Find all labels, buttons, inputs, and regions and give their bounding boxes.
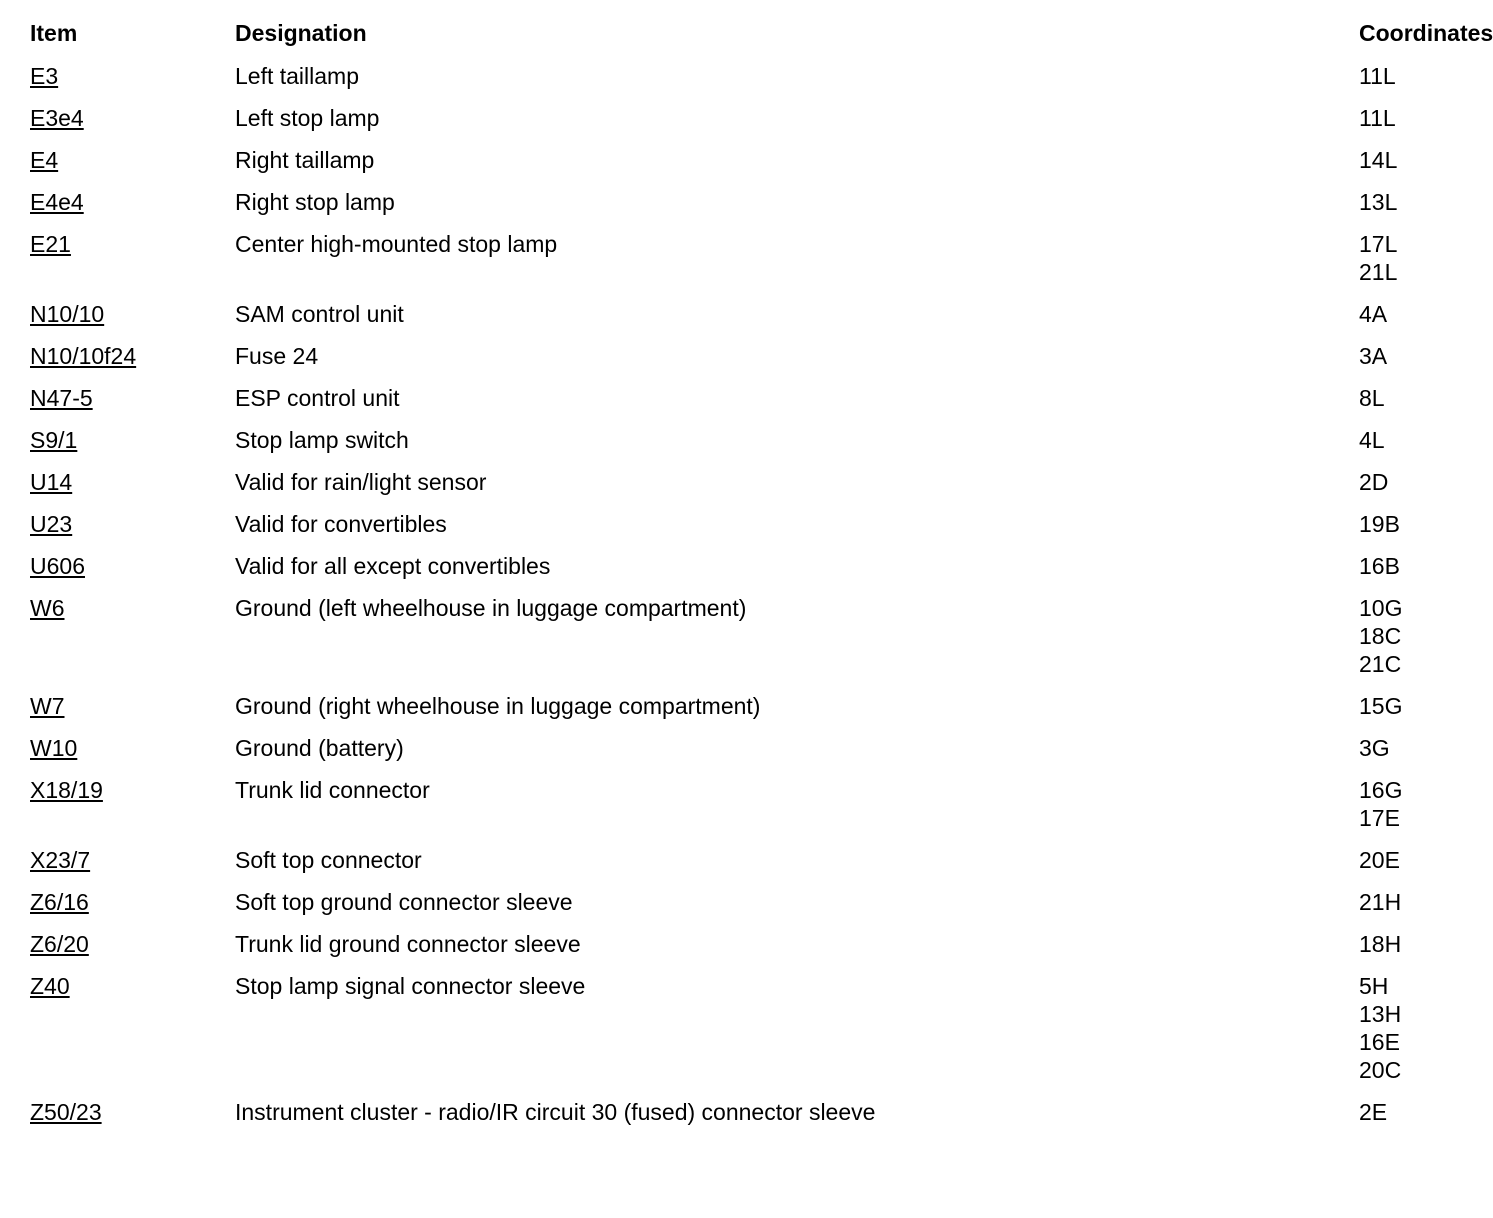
coordinates-cell [1359, 972, 1439, 1084]
coordinate-value: 19B [1359, 511, 1400, 537]
table-row [0, 342, 1472, 370]
coordinate-value: 2E [1359, 1099, 1388, 1125]
coordinate-value: 21H [1359, 889, 1402, 915]
coordinate-value: 10G [1359, 595, 1403, 621]
coordinates-cell [1359, 510, 1439, 538]
item-link[interactable]: N47-5 [30, 385, 93, 411]
coordinate-value: 21L [1359, 259, 1398, 285]
designation-text: Valid for rain/light sensor [235, 469, 487, 495]
coordinates-cell [1359, 468, 1439, 496]
item-link[interactable]: U23 [30, 511, 73, 537]
coordinates-cell [1359, 104, 1439, 132]
coordinates-cell [1359, 384, 1439, 412]
coordinates-cell [1359, 552, 1439, 580]
designation-text: Soft top connector [235, 847, 422, 873]
legend-rows [0, 62, 1472, 1140]
column-header-designation: Designation [235, 20, 367, 46]
table-row [0, 384, 1472, 412]
designation-text: Right stop lamp [235, 189, 395, 215]
table-row [0, 1098, 1472, 1126]
coordinate-value: 16E [1359, 1029, 1400, 1055]
coordinate-value: 4A [1359, 301, 1388, 327]
designation-text: Left taillamp [235, 63, 360, 89]
item-link[interactable]: N10/10 [30, 301, 105, 327]
item-link[interactable]: U606 [30, 553, 85, 579]
coordinate-value: 20E [1359, 847, 1400, 873]
item-link[interactable]: X23/7 [30, 847, 91, 873]
designation-text: SAM control unit [235, 301, 404, 327]
coordinate-value: 13H [1359, 1001, 1402, 1027]
coordinate-value: 3A [1359, 343, 1388, 369]
coordinate-value: 4L [1359, 427, 1385, 453]
item-link[interactable]: Z40 [30, 973, 70, 999]
coordinate-value: 11L [1359, 105, 1396, 131]
table-row [0, 146, 1472, 174]
table-row [0, 846, 1472, 874]
designation-text: Stop lamp signal connector sleeve [235, 973, 586, 999]
coordinates-cell [1359, 300, 1439, 328]
coordinates-cell [1359, 888, 1439, 916]
coordinate-value: 21C [1359, 651, 1402, 677]
designation-text: Soft top ground connector sleeve [235, 889, 573, 915]
coordinate-value: 15G [1359, 693, 1403, 719]
item-link[interactable]: W10 [30, 735, 78, 761]
item-link[interactable]: E4e4 [30, 189, 84, 215]
coordinates-cell [1359, 734, 1439, 762]
table-row [0, 552, 1472, 580]
coordinates-cell [1359, 594, 1439, 678]
table-row [0, 594, 1472, 678]
table-row [0, 734, 1472, 762]
column-header-coordinates: Coordinates [1359, 20, 1493, 46]
table-row [0, 62, 1472, 90]
designation-text: Ground (battery) [235, 735, 404, 761]
table-row [0, 930, 1472, 958]
table-row [0, 104, 1472, 132]
designation-text: Trunk lid ground connector sleeve [235, 931, 581, 957]
table-row [0, 300, 1472, 328]
table-row [0, 468, 1472, 496]
coordinates-cell [1359, 62, 1439, 90]
coordinates-cell [1359, 146, 1439, 174]
coordinate-value: 16G [1359, 777, 1403, 803]
coordinates-cell [1359, 776, 1439, 832]
designation-text: Fuse 24 [235, 343, 319, 369]
table-row [0, 230, 1472, 286]
designation-text: Valid for all except convertibles [235, 553, 551, 579]
item-link[interactable]: E3 [30, 63, 59, 89]
coordinates-cell [1359, 426, 1439, 454]
coordinate-value: 17L [1359, 231, 1398, 257]
designation-text: ESP control unit [235, 385, 400, 411]
designation-text: Ground (right wheelhouse in luggage compartment) [235, 693, 761, 719]
designation-text: Left stop lamp [235, 105, 380, 131]
coordinate-value: 17E [1359, 805, 1400, 831]
coordinate-value: 3G [1359, 735, 1390, 761]
coordinate-value: 16B [1359, 553, 1400, 579]
table-row [0, 972, 1472, 1084]
table-row [0, 692, 1472, 720]
item-link[interactable]: E3e4 [30, 105, 84, 131]
item-link[interactable]: E21 [30, 231, 71, 257]
designation-text: Right taillamp [235, 147, 375, 173]
coordinate-value: 8L [1359, 385, 1385, 411]
table-row [0, 888, 1472, 916]
designation-text: Instrument cluster - radio/IR circuit 30 (fused) connector sleeve [235, 1099, 876, 1125]
coordinates-cell [1359, 930, 1439, 958]
item-link[interactable]: Z50/23 [30, 1099, 102, 1125]
coordinate-value: 18H [1359, 931, 1402, 957]
item-link[interactable]: W6 [30, 595, 65, 621]
coordinate-value: 14L [1359, 147, 1398, 173]
item-link[interactable]: X18/19 [30, 777, 103, 803]
table-row [0, 426, 1472, 454]
coordinates-cell [1359, 188, 1439, 216]
item-link[interactable]: W7 [30, 693, 65, 719]
item-link[interactable]: Z6/20 [30, 931, 89, 957]
column-header-item: Item [30, 20, 78, 46]
designation-text: Valid for convertibles [235, 511, 447, 537]
coordinate-value: 18C [1359, 623, 1402, 649]
table-row [0, 510, 1472, 538]
coordinate-value: 13L [1359, 189, 1398, 215]
coordinate-value: 2D [1359, 469, 1389, 495]
coordinates-cell [1359, 692, 1439, 720]
item-link[interactable]: S9/1 [30, 427, 78, 453]
coordinates-cell [1359, 1098, 1439, 1126]
coordinates-cell [1359, 846, 1439, 874]
item-link[interactable]: Z6/16 [30, 889, 89, 915]
designation-text: Center high-mounted stop lamp [235, 231, 558, 257]
designation-text: Ground (left wheelhouse in luggage compartment) [235, 595, 747, 621]
item-link[interactable]: E4 [30, 147, 59, 173]
coordinate-value: 11L [1359, 63, 1396, 89]
item-link[interactable]: N10/10f24 [30, 343, 137, 369]
coordinates-cell [1359, 230, 1439, 286]
table-row [0, 188, 1472, 216]
coordinate-value: 20C [1359, 1057, 1402, 1083]
designation-text: Trunk lid connector [235, 777, 430, 803]
item-link[interactable]: U14 [30, 469, 73, 495]
table-row [0, 776, 1472, 832]
designation-text: Stop lamp switch [235, 427, 409, 453]
coordinates-cell [1359, 342, 1439, 370]
coordinate-value: 5H [1359, 973, 1389, 999]
